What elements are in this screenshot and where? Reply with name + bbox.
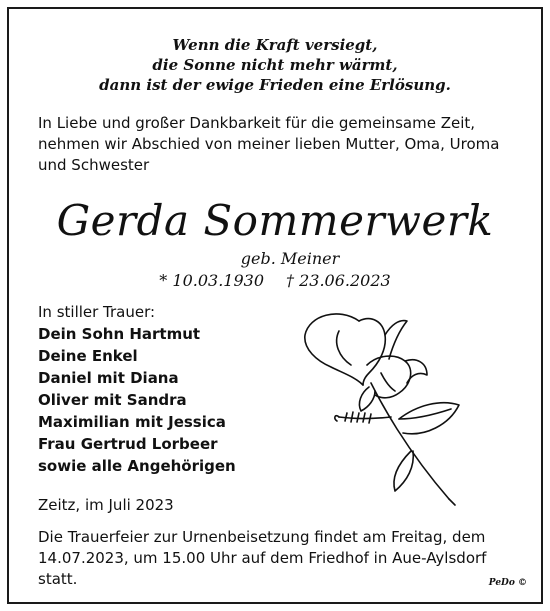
intro-line: In Liebe und großer Dankbarkeit für die gemeinsame Zeit, xyxy=(38,114,476,132)
life-dates xyxy=(9,271,541,291)
service-line: statt. xyxy=(38,570,78,588)
poem xyxy=(9,35,541,95)
poem-line: die Sonne nicht mehr wärmt, xyxy=(152,56,398,74)
intro-line: und Schwester xyxy=(38,156,150,174)
death-date: † 23.06.2023 xyxy=(286,271,391,290)
service-info xyxy=(38,527,528,590)
calla-lily-icon xyxy=(299,301,484,511)
place-date: Zeitz, im Juli 2023 xyxy=(38,496,174,514)
service-line: Die Trauerfeier zur Urnenbeisetzung findet am Freitag, dem xyxy=(38,528,486,546)
mourner-name: Daniel mit Diana xyxy=(38,369,179,387)
mourner-name: Deine Enkel xyxy=(38,347,138,365)
poem-line: dann ist der ewige Frieden eine Erlösung. xyxy=(99,76,451,94)
obituary-card xyxy=(7,7,543,604)
mourners-heading: In stiller Trauer: xyxy=(38,303,156,321)
mourner-name: Maximilian mit Jessica xyxy=(38,413,226,431)
mourner-name: sowie alle Angehörigen xyxy=(38,457,236,475)
designer-signature: PeDo © xyxy=(488,578,527,588)
mourner-name: Frau Gertrud Lorbeer xyxy=(38,435,218,453)
intro-line: nehmen wir Abschied von meiner lieben Mutter, Oma, Uroma xyxy=(38,135,500,153)
deceased-name: Gerda Sommerwerk xyxy=(56,196,494,245)
mourner-name: Dein Sohn Hartmut xyxy=(38,325,201,343)
intro-text xyxy=(38,113,508,176)
mourners-list xyxy=(38,301,298,477)
service-line: 14.07.2023, um 15.00 Uhr auf dem Friedhof in Aue-Aylsdorf xyxy=(38,549,487,567)
mourner-name: Oliver mit Sandra xyxy=(38,391,187,409)
maiden-name: geb. Meiner xyxy=(240,249,340,268)
birth-date: * 10.03.1930 xyxy=(159,271,264,290)
poem-line: Wenn die Kraft versiegt, xyxy=(172,36,378,54)
